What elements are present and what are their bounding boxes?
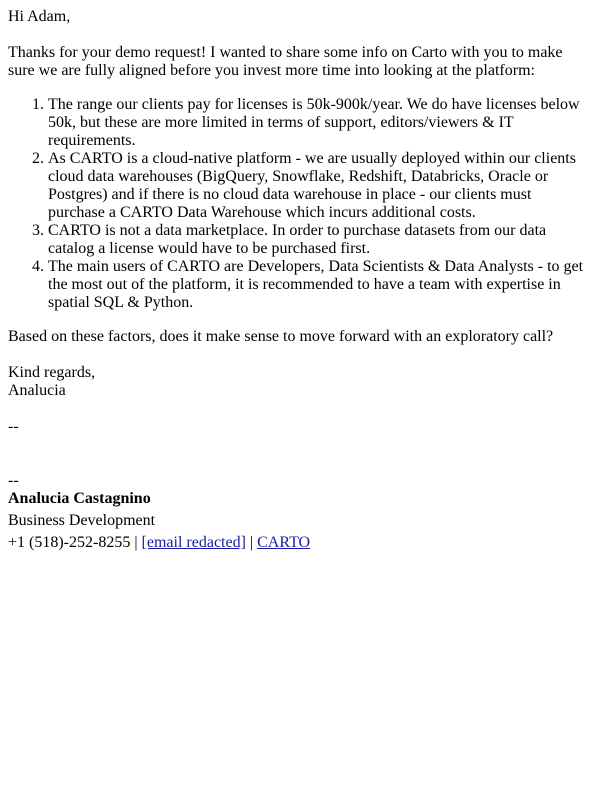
list-item: 4. The main users of CARTO are Developers, Data Scientists & Data Analysts - to get the most out of the platform, it is recommended to have a team with expertise in spatial SQL & Python. — [48, 258, 592, 312]
list-item: 2. As CARTO is a cloud-native platform - we are usually deployed within our clients cloud data warehouses (BigQuery, Snowflake, Redshift, Databricks, Oracle or Postgres) and if there is no cloud data warehouse in place - our clients must purchase a CARTO Data Warehouse which incurs additional costs. — [48, 150, 592, 222]
signature-block — [8, 472, 592, 552]
email-body — [8, 8, 592, 552]
closing-line: Kind regards, — [8, 364, 96, 381]
list-item: 1. The range our clients pay for licenses is 50k-900k/year. We do have licenses below 50k, but these are more limited in terms of support, editors/viewers & IT requirements. — [48, 96, 592, 150]
signature-title: Business Development — [8, 512, 156, 529]
points-list — [8, 96, 592, 312]
divider: | — [134, 534, 138, 551]
sender-first-name: Analucia — [8, 382, 66, 399]
divider: | — [249, 534, 254, 551]
closing — [8, 364, 592, 400]
intro-paragraph: Thanks for your demo request! I wanted to share some info on Carto with you to make sure we are fully aligned before you invest more time into looking at the platform: — [8, 44, 563, 79]
email-link[interactable]: [email redacted] — [141, 534, 246, 551]
greeting: Hi Adam, — [8, 8, 71, 25]
list-item: 3. CARTO is not a data marketplace. In order to purchase datasets from our data catalog a license would have to be purchased first. — [48, 222, 592, 258]
company-link[interactable]: CARTO — [257, 534, 311, 551]
question-paragraph: Based on these factors, does it make sense to move forward with an exploratory call? — [8, 328, 554, 345]
signature-separator: -- — [8, 472, 19, 489]
separator: -- — [8, 418, 19, 435]
signature-contact — [8, 534, 592, 552]
signature-name: Analucia Castagnino — [8, 490, 151, 507]
signature-phone: +1 (518)-252-8255 — [8, 534, 131, 551]
